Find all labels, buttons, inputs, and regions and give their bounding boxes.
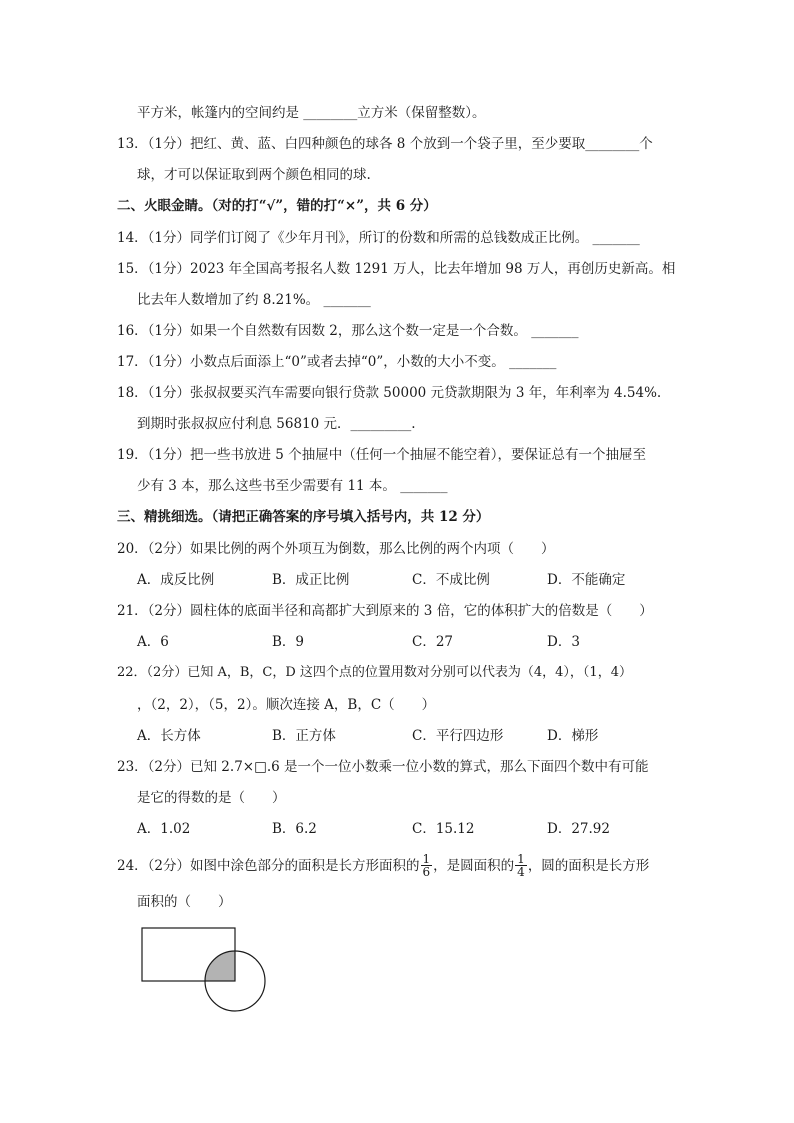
- q18-line1: 18．（1分）张叔叔要买汽车需要向银行贷款 50000 元贷款期限为 3 年，年利率为 4.54%.: [117, 385, 662, 401]
- q22-line1: 22．（2分）已知 A，B，C，D 这四个点的位置用数对分别可以代表为（4，4），（1，4）: [117, 665, 632, 680]
- q24-fraction-2-denominator: 4: [517, 865, 525, 879]
- q22-option-b[interactable]: B．正方体: [272, 728, 336, 744]
- q14: 14．（1分）同学们订阅了《少年月刊》，所订的份数和所需的总钱数成正比例。 _______: [117, 230, 640, 246]
- q13-line1: 13．（1分）把红、黄、蓝、白四种颜色的球各 8 个放到一个袋子里，至少要取________个: [117, 136, 653, 152]
- q24-text-part1: 24．（2分）如图中涂色部分的面积是长方形面积的: [117, 858, 420, 874]
- q23-option-d[interactable]: D．27.92: [547, 821, 610, 837]
- q24-fraction-1-denominator: 6: [422, 865, 431, 879]
- q21-option-a[interactable]: A．6: [137, 634, 169, 650]
- section2-title: 二、火眼金睛。（对的打“√”，错的打“×”，共 6 分）: [117, 198, 437, 214]
- q21-option-b[interactable]: B．9: [272, 634, 305, 650]
- q20-option-a[interactable]: A．成反比例: [137, 572, 215, 588]
- q23-option-c[interactable]: C．15.12: [412, 821, 475, 837]
- q21-option-d[interactable]: D．3: [547, 634, 580, 650]
- q24-fraction-2: [515, 853, 527, 878]
- q15-line2: 比去年人数增加了约 8.21%。 _______: [137, 292, 371, 308]
- q18-line2: 到期时张叔叔应付利息 56810 元．_________.: [137, 416, 416, 432]
- q16: 16．（1分）如果一个自然数有因数 2，那么这个数一定是一个合数。 _______: [117, 323, 579, 339]
- q19-line1: 19．（1分）把一些书放进 5 个抽屉中（任何一个抽屉不能空着），要保证总有一个抽屉至: [117, 447, 646, 463]
- q13-line2: 球，才可以保证取到两个颜色相同的球.: [137, 167, 371, 183]
- q22-option-a[interactable]: A．长方体: [137, 728, 201, 744]
- q20-option-c[interactable]: C．不成比例: [412, 572, 490, 588]
- q24-figure: [138, 923, 278, 1023]
- q20-option-d[interactable]: D．不能确定: [547, 572, 626, 588]
- q21-stem: 21．（2分）圆柱体的底面半径和高都扩大到原来的 3 倍，它的体积扩大的倍数是（ ）: [117, 603, 653, 619]
- q19-line2: 少有 3 本，那么这些书至少需要有 11 本。 _______: [137, 478, 448, 494]
- q24-line1: [117, 852, 649, 880]
- q23-line2: 是它的得数的是（ ）: [137, 790, 286, 806]
- q21-option-c[interactable]: C．27: [412, 634, 454, 650]
- q24-fraction-1: [421, 853, 433, 878]
- q24-text-part2: ，是圆面积的: [433, 858, 515, 874]
- q23-line1: 23．（2分）已知 2.7×□.6 是一个一位小数乘一位小数的算式，那么下面四个数中有可能: [117, 759, 649, 775]
- q15-line1: 15．（1分）2023 年全国高考报名人数 1291 万人，比去年增加 98 万人，再创历史新高。相: [117, 261, 676, 277]
- q17: 17．（1分）小数点后面添上“0”或者去掉“0”，小数的大小不变。 _______: [117, 354, 557, 370]
- q20-stem: 20．（2分）如果比例的两个外项互为倒数，那么比例的两个内项（ ）: [117, 541, 555, 557]
- q22-option-d[interactable]: D．梯形: [547, 728, 599, 744]
- q23-option-b[interactable]: B．6.2: [272, 821, 317, 837]
- q23-option-a[interactable]: A．1.02: [137, 821, 191, 837]
- q22-option-c[interactable]: C．平行四边形: [412, 728, 504, 744]
- q20-option-b[interactable]: B．成正比例: [272, 572, 350, 588]
- q22-line2: ，（2，2），（5，2）。顺次连接 A，B，C（ ）: [137, 697, 436, 713]
- section3-title: 三、精挑细选。（请把正确答案的序号填入括号内，共 12 分）: [117, 509, 490, 525]
- q24-text-part3: ，圆的面积是长方形: [527, 858, 650, 874]
- q24-line2: 面积的（ ）: [137, 894, 232, 910]
- q24-fraction-2-numerator: 1: [517, 852, 525, 866]
- q24-fraction-1-numerator: 1: [422, 852, 431, 866]
- q12-continuation: 平方米，帐篷内的空间约是 ________立方米（保留整数）。: [137, 105, 486, 121]
